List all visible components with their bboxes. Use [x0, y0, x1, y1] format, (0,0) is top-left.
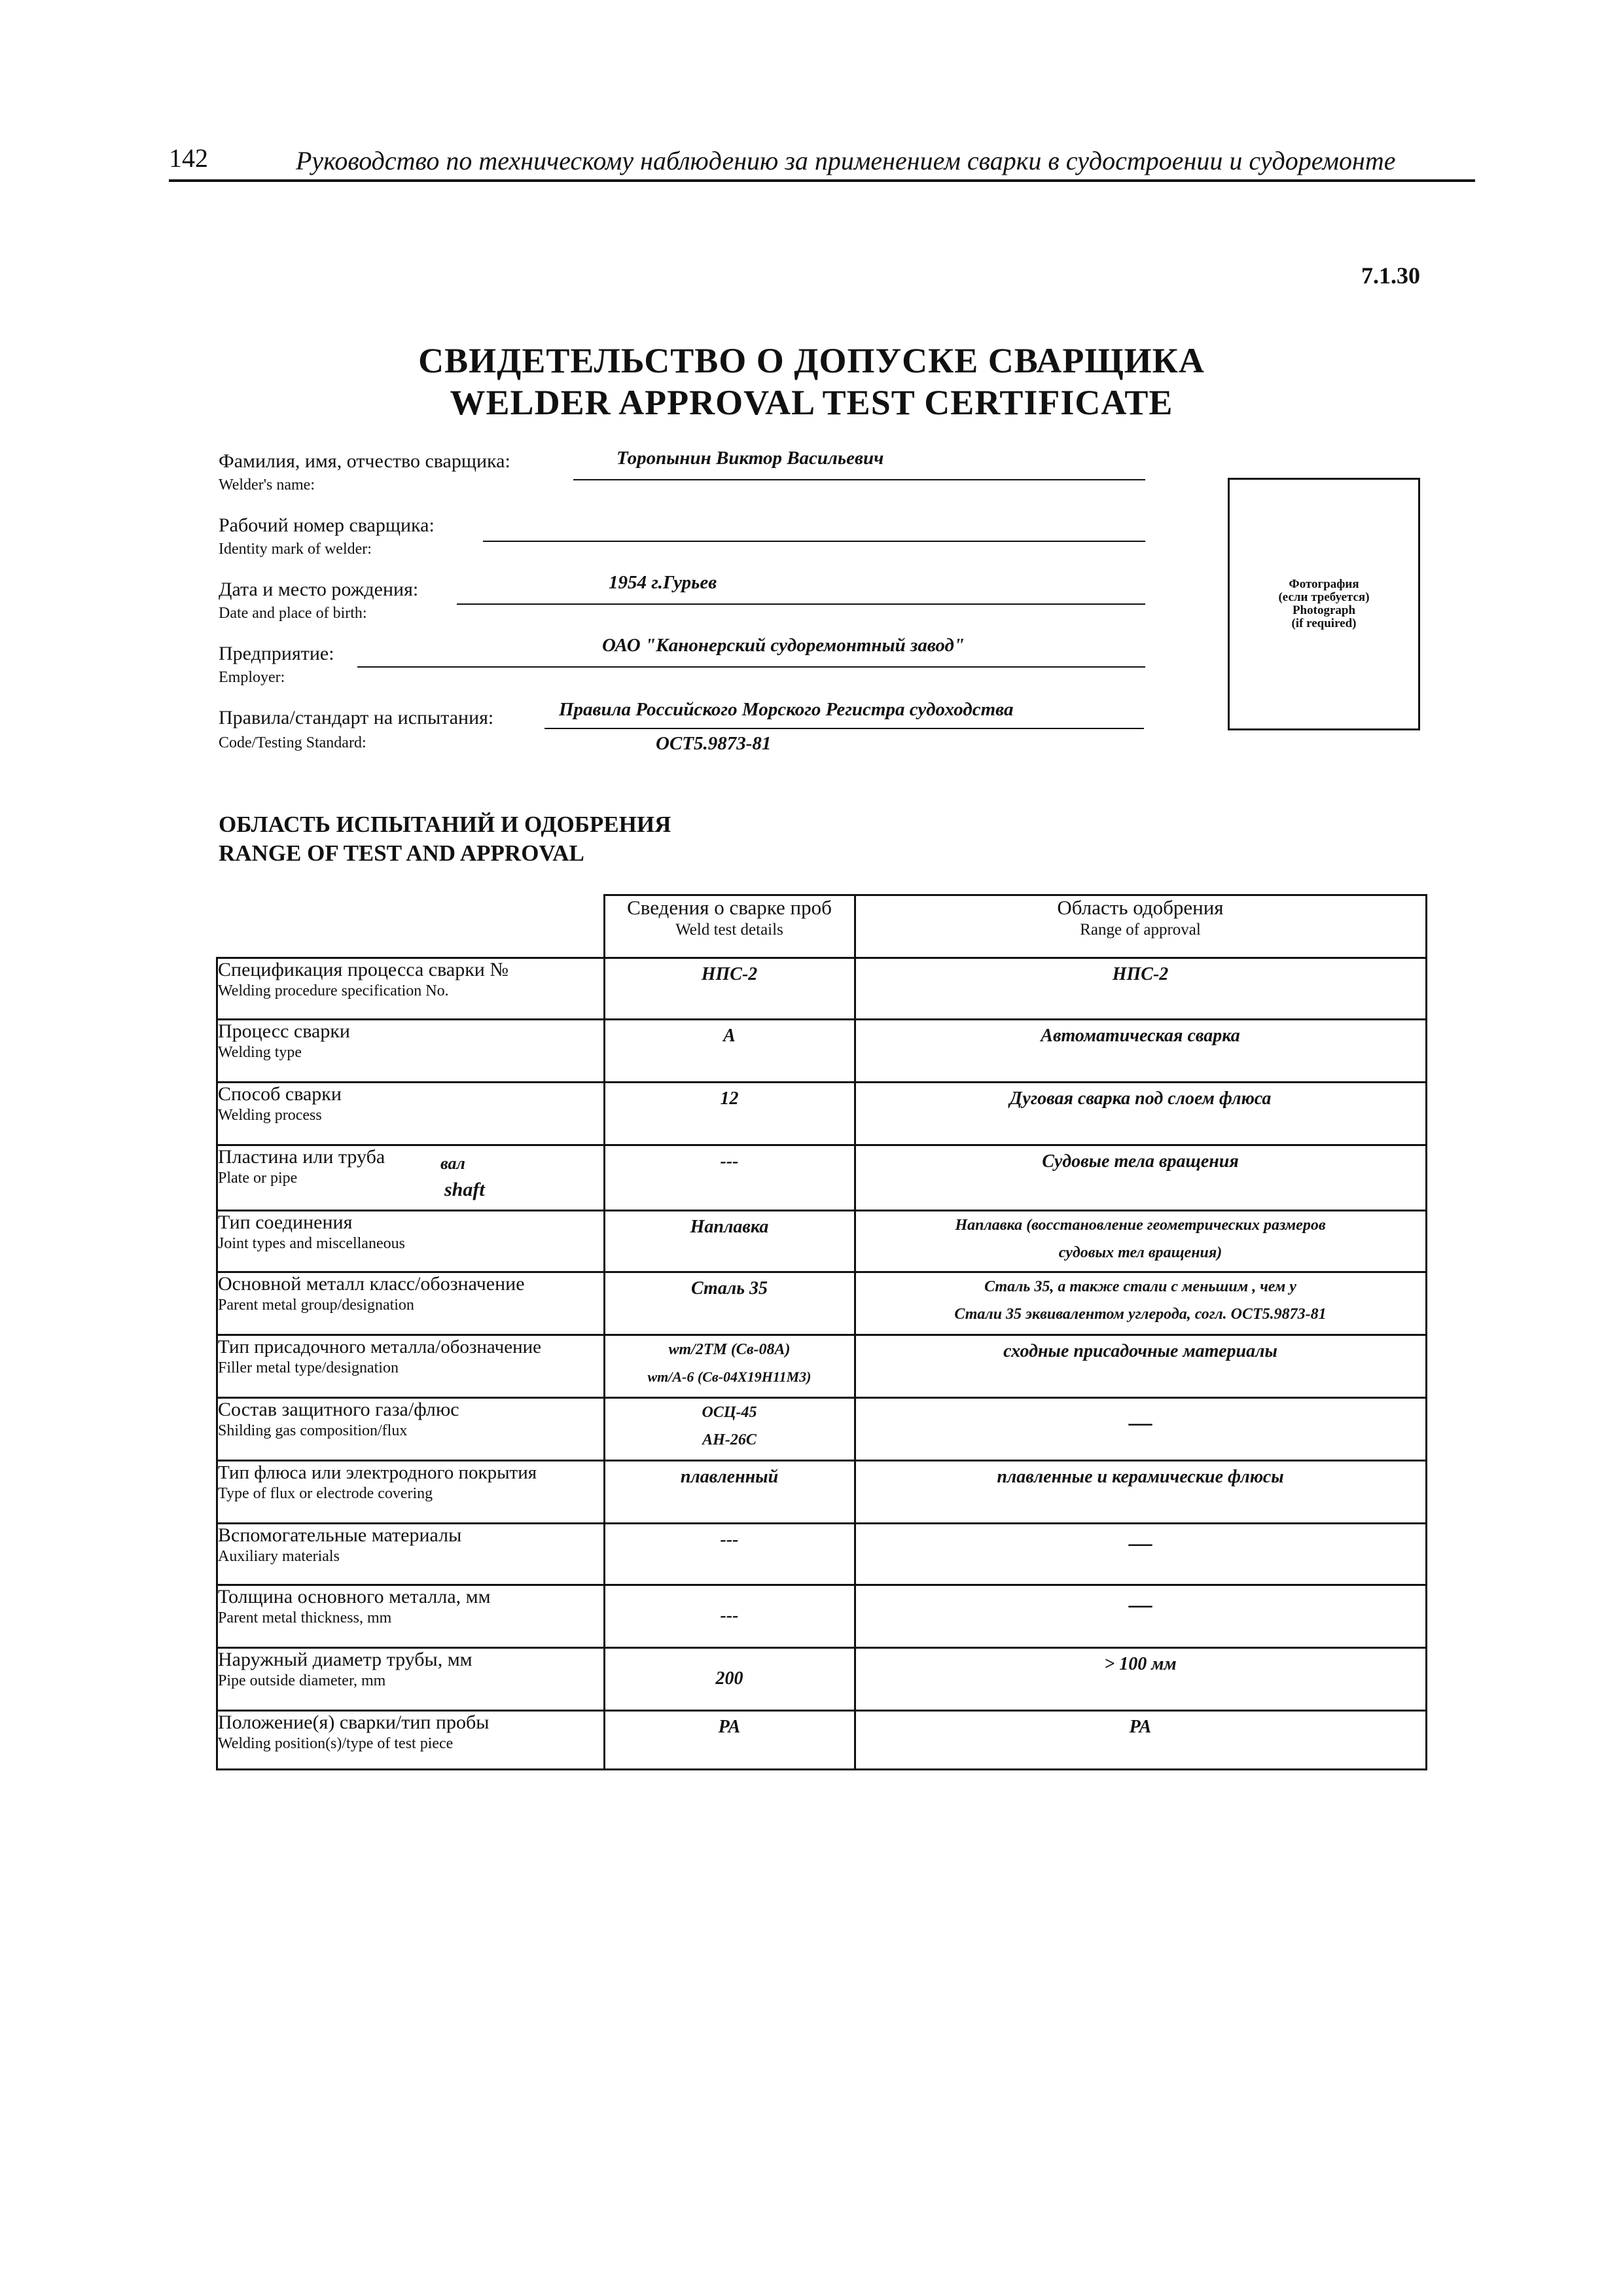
range-value: —: [1128, 1591, 1152, 1617]
range-value: > 100 мм: [1104, 1654, 1177, 1674]
weld-cell: [604, 1335, 855, 1398]
range-cell: [855, 1083, 1426, 1145]
table-row: [217, 1648, 1427, 1711]
photo-note-ru: (если требуется): [1278, 590, 1370, 604]
row-label-en: Auxiliary materials: [218, 1548, 340, 1565]
range-cell: [855, 1585, 1426, 1648]
weld-value: PA: [718, 1717, 741, 1737]
weld-cell: [604, 1524, 855, 1585]
weld-details-ru: Сведения о сварке проб: [627, 896, 832, 919]
row-label: [217, 1648, 605, 1711]
range-cell: [855, 958, 1426, 1020]
weld-value-2: АН-26С: [702, 1431, 757, 1448]
photo-label-ru: Фотография: [1289, 577, 1359, 591]
range-cell: [855, 1398, 1426, 1461]
table-row: [217, 1145, 1427, 1211]
section-heading-en: RANGE OF TEST AND APPROVAL: [219, 840, 584, 866]
row-label-en: Type of flux or electrode covering: [218, 1485, 433, 1502]
range-value: —: [1128, 1530, 1152, 1556]
range-value: Сталь 35, а также стали с меньшим , чем у: [984, 1278, 1296, 1295]
row-label-ru: Тип флюса или электродного покрытия: [218, 1462, 537, 1483]
row-label-ru: Вспомогательные материалы: [218, 1524, 462, 1546]
range-cell: [855, 1272, 1426, 1335]
weld-value: wm/2TM (Св-08А): [668, 1341, 791, 1358]
header-range-approval: [855, 895, 1426, 958]
range-cell: [855, 1145, 1426, 1211]
employer-underline: [357, 666, 1145, 668]
weld-cell: [604, 1020, 855, 1083]
header-rule: [169, 179, 1475, 182]
range-value: PA: [1129, 1717, 1152, 1737]
weld-cell: [604, 1083, 855, 1145]
identity-label-ru: Рабочий номер сварщика:: [219, 514, 435, 536]
range-table: [216, 894, 1427, 1770]
table-row: [217, 1335, 1427, 1398]
range-value-2: Стали 35 эквивалентом углерода, согл. ОСТ5.9873-81: [954, 1306, 1327, 1323]
birth-label-ru: Дата и место рождения:: [219, 579, 419, 600]
weld-cell: [604, 1461, 855, 1524]
row-label: [217, 1524, 605, 1585]
plate-note-ru: вал: [440, 1154, 465, 1173]
row-label: [217, 1211, 605, 1272]
title-ru: СВИДЕТЕЛЬСТВО О ДОПУСКЕ СВАРЩИКА: [418, 341, 1205, 380]
row-label-en: Plate or pipe: [218, 1170, 298, 1187]
row-label-en: Pipe outside diameter, mm: [218, 1672, 386, 1689]
range-value: Судовые тела вращения: [1042, 1151, 1239, 1172]
photo-label-en: Photograph: [1292, 603, 1356, 617]
weld-value: Наплавка: [690, 1217, 769, 1237]
weld-value-2: wm/A-6 (Св-04Х19Н11М3): [647, 1369, 812, 1385]
standard-value: Правила Российского Морского Регистра судоходства: [559, 699, 1014, 720]
row-label-ru: Тип соединения: [218, 1211, 353, 1233]
table-header-row: [217, 895, 1427, 958]
page-number: 142: [169, 143, 208, 173]
range-value-2: судовых тел вращения): [1058, 1244, 1222, 1261]
range-approval-ru: Область одобрения: [1057, 896, 1224, 919]
range-value: НПС-2: [1112, 964, 1169, 984]
employer-label-ru: Предприятие:: [219, 643, 334, 664]
range-cell: [855, 1524, 1426, 1585]
row-label-en: Parent metal group/designation: [218, 1297, 414, 1314]
table-row: [217, 1524, 1427, 1585]
weld-value: ---: [720, 1530, 739, 1550]
employer-value: ОАО "Канонерский судоремонтный завод": [602, 635, 965, 656]
weld-value: НПС-2: [701, 964, 758, 984]
weld-cell: [604, 1398, 855, 1461]
weld-cell: [604, 1648, 855, 1711]
range-value: —: [1128, 1409, 1152, 1435]
birth-value: 1954 г.Гурьев: [609, 572, 717, 593]
range-approval-en: Range of approval: [1080, 921, 1201, 939]
row-label: [217, 1711, 605, 1770]
standard-label-ru: Правила/стандарт на испытания:: [219, 707, 494, 728]
row-label-en: Welding type: [218, 1044, 302, 1061]
running-title: Руководство по техническому наблюдению за применением сварки в судостроении и судоремонте: [296, 146, 1396, 175]
row-label: [217, 1585, 605, 1648]
plate-note-en: shaft: [444, 1179, 485, 1200]
name-label-en: Welder's name:: [219, 476, 315, 493]
range-cell: [855, 1211, 1426, 1272]
standard-label-en: Code/Testing Standard:: [219, 734, 366, 751]
row-label-en: Welding process: [218, 1107, 322, 1124]
birth-underline: [457, 603, 1145, 605]
weld-value: ОСЦ-45: [702, 1404, 757, 1421]
range-cell: [855, 1711, 1426, 1770]
photo-placeholder: [1228, 478, 1420, 730]
title-en: WELDER APPROVAL TEST CERTIFICATE: [450, 383, 1173, 422]
range-cell: [855, 1020, 1426, 1083]
weld-value: ---: [720, 1151, 739, 1172]
row-label: [217, 1272, 605, 1335]
range-value: Дуговая сварка под слоем флюса: [1009, 1088, 1272, 1109]
weld-value: 200: [715, 1668, 743, 1689]
range-cell: [855, 1648, 1426, 1711]
row-label: [217, 1020, 605, 1083]
row-label-en: Joint types and miscellaneous: [218, 1235, 405, 1252]
row-label: [217, 958, 605, 1020]
weld-value: 12: [720, 1088, 739, 1109]
weld-cell: [604, 1585, 855, 1648]
row-label-ru: Процесс сварки: [218, 1020, 350, 1042]
table-row: [217, 1398, 1427, 1461]
identity-underline: [483, 541, 1145, 542]
row-label-ru: Тип присадочного металла/обозначение: [218, 1336, 542, 1357]
row-label: [217, 1145, 605, 1211]
row-label-en: Welding position(s)/type of test piece: [218, 1735, 454, 1752]
range-value: сходные присадочные материалы: [1003, 1341, 1277, 1361]
weld-details-en: Weld test details: [675, 921, 783, 939]
row-label-ru: Положение(я) сварки/тип пробы: [218, 1712, 490, 1733]
standard-value-2: ОСТ5.9873-81: [656, 733, 772, 754]
row-label-en: Filler metal type/designation: [218, 1359, 399, 1376]
row-label: [217, 1335, 605, 1398]
table-row: [217, 1083, 1427, 1145]
weld-cell: [604, 1711, 855, 1770]
header-weld-details: [604, 895, 855, 958]
weld-cell: [604, 1272, 855, 1335]
row-label-ru: Спецификация процесса сварки №: [218, 959, 508, 980]
row-label-en: Shilding gas composition/flux: [218, 1422, 408, 1439]
birth-label-en: Date and place of birth:: [219, 605, 367, 622]
standard-underline: [544, 728, 1144, 729]
table-row: [217, 1211, 1427, 1272]
weld-cell: [604, 1211, 855, 1272]
row-label: [217, 1083, 605, 1145]
row-label-ru: Состав защитного газа/флюс: [218, 1399, 459, 1420]
weld-value: Сталь 35: [690, 1278, 768, 1299]
table-row: [217, 1711, 1427, 1770]
employer-label-en: Employer:: [219, 669, 285, 686]
form-number: 7.1.30: [1361, 262, 1420, 289]
range-cell: [855, 1461, 1426, 1524]
table-row: [217, 1272, 1427, 1335]
row-label-ru: Способ сварки: [218, 1083, 342, 1105]
row-label-en: Parent metal thickness, mm: [218, 1609, 392, 1626]
identity-label-en: Identity mark of welder:: [219, 541, 372, 558]
table-row: [217, 1461, 1427, 1524]
section-heading-ru: ОБЛАСТЬ ИСПЫТАНИЙ И ОДОБРЕНИЯ: [219, 812, 671, 837]
weld-value: ---: [720, 1605, 739, 1626]
table-row: [217, 958, 1427, 1020]
range-value: Автоматическая сварка: [1041, 1026, 1240, 1046]
weld-value: A: [723, 1026, 736, 1046]
name-value: Торопынин Виктор Васильевич: [616, 448, 884, 469]
row-label-en: Welding procedure specification No.: [218, 982, 449, 999]
range-value: Наплавка (восстановление геометрических размеров: [955, 1217, 1326, 1234]
row-label-ru: Пластина или труба: [218, 1146, 385, 1168]
table-row: [217, 1585, 1427, 1648]
row-label: [217, 1461, 605, 1524]
row-label-ru: Толщина основного металла, мм: [218, 1586, 491, 1607]
row-label-ru: Наружный диаметр трубы, мм: [218, 1649, 473, 1670]
row-label: [217, 1398, 605, 1461]
name-underline: [573, 479, 1145, 480]
row-label-ru: Основной металл класс/обозначение: [218, 1273, 525, 1295]
weld-value: плавленный: [680, 1467, 779, 1487]
weld-cell: [604, 958, 855, 1020]
weld-cell: [604, 1145, 855, 1211]
table-row: [217, 1020, 1427, 1083]
photo-note-en: (if required): [1291, 617, 1357, 630]
range-value: плавленные и керамические флюсы: [997, 1467, 1284, 1487]
name-label-ru: Фамилия, имя, отчество сварщика:: [219, 450, 510, 472]
range-cell: [855, 1335, 1426, 1398]
header-blank-cell: [217, 895, 605, 958]
